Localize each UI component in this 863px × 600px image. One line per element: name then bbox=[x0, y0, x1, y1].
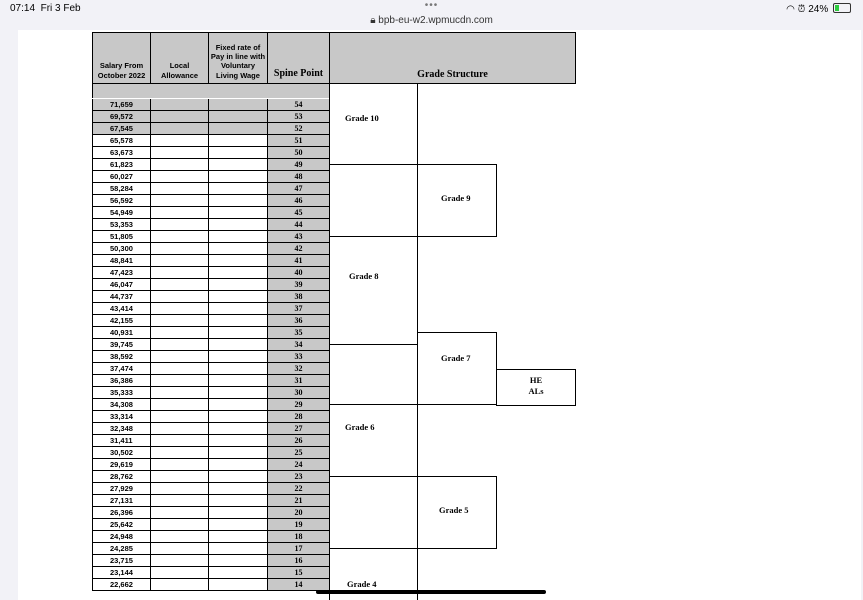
home-indicator[interactable] bbox=[316, 590, 546, 594]
fixed-rate-cell bbox=[208, 471, 268, 483]
fixed-rate-cell bbox=[208, 375, 268, 387]
table-row bbox=[92, 423, 330, 435]
spine-point-cell: 42 bbox=[267, 243, 330, 255]
spine-point-cell: 18 bbox=[267, 531, 330, 543]
url-text: bpb-eu-w2.wpmucdn.com bbox=[378, 15, 493, 26]
salary-cell: 54,949 bbox=[92, 207, 151, 219]
table-row bbox=[92, 255, 330, 267]
salary-cell: 32,348 bbox=[92, 423, 151, 435]
salary-cell: 28,762 bbox=[92, 471, 151, 483]
spine-point-cell: 53 bbox=[267, 111, 330, 123]
fixed-rate-cell bbox=[208, 339, 268, 351]
spine-point-cell: 36 bbox=[267, 315, 330, 327]
local-allowance-cell bbox=[150, 135, 209, 147]
local-allowance-cell bbox=[150, 399, 209, 411]
salary-cell: 24,948 bbox=[92, 531, 151, 543]
table-row bbox=[92, 291, 330, 303]
fixed-rate-cell bbox=[208, 435, 268, 447]
table-row bbox=[92, 171, 330, 183]
fixed-rate-cell bbox=[208, 363, 268, 375]
local-allowance-cell bbox=[150, 231, 209, 243]
salary-cell: 27,131 bbox=[92, 495, 151, 507]
spine-point-cell: 38 bbox=[267, 291, 330, 303]
table-row bbox=[92, 147, 330, 159]
spine-point-cell: 37 bbox=[267, 303, 330, 315]
fixed-rate-cell bbox=[208, 483, 268, 495]
spine-point-cell: 39 bbox=[267, 279, 330, 291]
local-allowance-cell bbox=[150, 387, 209, 399]
local-allowance-cell bbox=[150, 423, 209, 435]
fixed-rate-cell bbox=[208, 399, 268, 411]
salary-cell: 42,155 bbox=[92, 315, 151, 327]
table-row bbox=[92, 351, 330, 363]
spine-point-cell: 19 bbox=[267, 519, 330, 531]
wifi-icon: ◠ bbox=[786, 4, 795, 15]
local-allowance-cell bbox=[150, 183, 209, 195]
grade-10-label: Grade 10 bbox=[345, 113, 379, 123]
table-row bbox=[92, 543, 330, 555]
fixed-rate-cell bbox=[208, 459, 268, 471]
table-row bbox=[92, 483, 330, 495]
spine-point-cell: 52 bbox=[267, 123, 330, 135]
table-row bbox=[92, 459, 330, 471]
spine-point-cell: 17 bbox=[267, 543, 330, 555]
local-allowance-cell bbox=[150, 459, 209, 471]
table-row bbox=[92, 375, 330, 387]
local-allowance-cell bbox=[150, 303, 209, 315]
spine-point-cell: 34 bbox=[267, 339, 330, 351]
fixed-rate-cell bbox=[208, 543, 268, 555]
table-row bbox=[92, 99, 330, 111]
table-row bbox=[92, 123, 330, 135]
fixed-rate-cell bbox=[208, 111, 268, 123]
table-row bbox=[92, 579, 330, 591]
local-allowance-cell bbox=[150, 171, 209, 183]
table-row bbox=[92, 195, 330, 207]
he-label: HE bbox=[529, 375, 543, 385]
local-allowance-cell bbox=[150, 543, 209, 555]
local-allowance-cell bbox=[150, 471, 209, 483]
status-bar bbox=[0, 0, 863, 30]
spine-point-cell: 28 bbox=[267, 411, 330, 423]
local-allowance-cell bbox=[150, 327, 209, 339]
header-grade-structure: Grade Structure bbox=[329, 32, 576, 84]
grade-8-label: Grade 8 bbox=[349, 271, 379, 281]
table-row bbox=[92, 447, 330, 459]
fixed-rate-cell bbox=[208, 279, 268, 291]
table-row bbox=[92, 135, 330, 147]
salary-cell: 63,673 bbox=[92, 147, 151, 159]
salary-cell: 29,619 bbox=[92, 459, 151, 471]
table-row bbox=[92, 303, 330, 315]
table-row bbox=[92, 159, 330, 171]
fixed-rate-cell bbox=[208, 171, 268, 183]
local-allowance-cell bbox=[150, 519, 209, 531]
spine-point-cell: 25 bbox=[267, 447, 330, 459]
local-allowance-cell bbox=[150, 255, 209, 267]
salary-cell: 47,423 bbox=[92, 267, 151, 279]
salary-cell: 48,841 bbox=[92, 255, 151, 267]
table-row bbox=[92, 387, 330, 399]
spine-point-cell: 47 bbox=[267, 183, 330, 195]
local-allowance-cell bbox=[150, 291, 209, 303]
local-allowance-cell bbox=[150, 279, 209, 291]
salary-cell: 60,027 bbox=[92, 171, 151, 183]
spine-point-cell: 22 bbox=[267, 483, 330, 495]
salary-cell: 56,592 bbox=[92, 195, 151, 207]
table-row bbox=[92, 207, 330, 219]
local-allowance-cell bbox=[150, 567, 209, 579]
als-label: ALs bbox=[528, 386, 544, 396]
table-row bbox=[92, 279, 330, 291]
local-allowance-cell bbox=[150, 579, 209, 591]
salary-cell: 31,411 bbox=[92, 435, 151, 447]
date-text: Fri 3 Feb bbox=[40, 3, 81, 14]
table-row bbox=[92, 219, 330, 231]
salary-cell: 37,474 bbox=[92, 363, 151, 375]
spine-point-cell: 30 bbox=[267, 387, 330, 399]
salary-cell: 35,333 bbox=[92, 387, 151, 399]
spine-point-cell: 29 bbox=[267, 399, 330, 411]
fixed-rate-cell bbox=[208, 423, 268, 435]
salary-cell: 53,353 bbox=[92, 219, 151, 231]
spine-point-cell: 14 bbox=[267, 579, 330, 591]
salary-cell: 26,396 bbox=[92, 507, 151, 519]
spine-point-cell: 40 bbox=[267, 267, 330, 279]
local-allowance-cell bbox=[150, 375, 209, 387]
salary-cell: 25,642 bbox=[92, 519, 151, 531]
table-row bbox=[92, 327, 330, 339]
spine-point-cell: 21 bbox=[267, 495, 330, 507]
salary-cell: 51,805 bbox=[92, 231, 151, 243]
fixed-rate-cell bbox=[208, 579, 268, 591]
table-row bbox=[92, 267, 330, 279]
salary-cell: 23,144 bbox=[92, 567, 151, 579]
fixed-rate-cell bbox=[208, 207, 268, 219]
salary-cell: 58,284 bbox=[92, 183, 151, 195]
local-allowance-cell bbox=[150, 207, 209, 219]
fixed-rate-cell bbox=[208, 99, 268, 111]
salary-cell: 50,300 bbox=[92, 243, 151, 255]
local-allowance-cell bbox=[150, 435, 209, 447]
table-row bbox=[92, 363, 330, 375]
spine-point-cell: 51 bbox=[267, 135, 330, 147]
spine-point-cell: 48 bbox=[267, 171, 330, 183]
salary-cell: 69,572 bbox=[92, 111, 151, 123]
lock-icon: 🔒︎ bbox=[370, 15, 376, 26]
salary-cell: 22,662 bbox=[92, 579, 151, 591]
local-allowance-cell bbox=[150, 267, 209, 279]
grade-7-label: Grade 7 bbox=[441, 353, 471, 363]
local-allowance-cell bbox=[150, 411, 209, 423]
fixed-rate-cell bbox=[208, 447, 268, 459]
grade-5-label: Grade 5 bbox=[439, 505, 469, 515]
local-allowance-cell bbox=[150, 315, 209, 327]
spine-point-cell: 27 bbox=[267, 423, 330, 435]
local-allowance-cell bbox=[150, 483, 209, 495]
fixed-rate-cell bbox=[208, 351, 268, 363]
fixed-rate-cell bbox=[208, 531, 268, 543]
fixed-rate-cell bbox=[208, 519, 268, 531]
local-allowance-cell bbox=[150, 147, 209, 159]
table-row bbox=[92, 519, 330, 531]
fixed-rate-cell bbox=[208, 567, 268, 579]
grade-9-label: Grade 9 bbox=[441, 193, 471, 203]
grade-10-box bbox=[329, 83, 418, 165]
salary-cell: 23,715 bbox=[92, 555, 151, 567]
grade-8-box bbox=[329, 236, 418, 345]
fixed-rate-cell bbox=[208, 231, 268, 243]
fixed-rate-cell bbox=[208, 267, 268, 279]
table-row bbox=[92, 183, 330, 195]
fixed-rate-cell bbox=[208, 255, 268, 267]
table-row bbox=[92, 495, 330, 507]
grade-6-label: Grade 6 bbox=[345, 422, 375, 432]
spine-point-cell: 32 bbox=[267, 363, 330, 375]
fixed-rate-cell bbox=[208, 315, 268, 327]
spine-point-cell: 24 bbox=[267, 459, 330, 471]
he-als-box bbox=[496, 369, 576, 406]
header-spacer bbox=[92, 84, 330, 98]
local-allowance-cell bbox=[150, 447, 209, 459]
salary-cell: 44,737 bbox=[92, 291, 151, 303]
local-allowance-cell bbox=[150, 111, 209, 123]
local-allowance-cell bbox=[150, 123, 209, 135]
table-row bbox=[92, 243, 330, 255]
spine-point-cell: 35 bbox=[267, 327, 330, 339]
document-page[interactable] bbox=[18, 30, 861, 600]
local-allowance-cell bbox=[150, 495, 209, 507]
salary-cell: 61,823 bbox=[92, 159, 151, 171]
table-row bbox=[92, 471, 330, 483]
salary-cell: 30,502 bbox=[92, 447, 151, 459]
spine-point-cell: 31 bbox=[267, 375, 330, 387]
battery-icon bbox=[833, 3, 851, 13]
fixed-rate-cell bbox=[208, 147, 268, 159]
table-row bbox=[92, 399, 330, 411]
spine-point-cell: 33 bbox=[267, 351, 330, 363]
local-allowance-cell bbox=[150, 243, 209, 255]
salary-cell: 33,314 bbox=[92, 411, 151, 423]
local-allowance-cell bbox=[150, 363, 209, 375]
salary-cell: 65,578 bbox=[92, 135, 151, 147]
local-allowance-cell bbox=[150, 339, 209, 351]
grade-7-box bbox=[417, 332, 497, 405]
header-local-allowance: Local Allowance bbox=[150, 32, 209, 84]
salary-cell: 27,929 bbox=[92, 483, 151, 495]
table-row bbox=[92, 111, 330, 123]
local-allowance-cell bbox=[150, 507, 209, 519]
table-row bbox=[92, 435, 330, 447]
salary-cell: 39,745 bbox=[92, 339, 151, 351]
table-row bbox=[92, 315, 330, 327]
address-bar[interactable] bbox=[0, 15, 863, 26]
local-allowance-cell bbox=[150, 99, 209, 111]
fixed-rate-cell bbox=[208, 495, 268, 507]
spine-point-cell: 45 bbox=[267, 207, 330, 219]
fixed-rate-cell bbox=[208, 555, 268, 567]
salary-cell: 67,545 bbox=[92, 123, 151, 135]
table-row bbox=[92, 411, 330, 423]
grade-6-box bbox=[329, 404, 418, 477]
fixed-rate-cell bbox=[208, 291, 268, 303]
table-row bbox=[92, 567, 330, 579]
fixed-rate-cell bbox=[208, 387, 268, 399]
salary-cell: 71,659 bbox=[92, 99, 151, 111]
spine-point-cell: 16 bbox=[267, 555, 330, 567]
spine-point-cell: 44 bbox=[267, 219, 330, 231]
salary-cell: 38,592 bbox=[92, 351, 151, 363]
fixed-rate-cell bbox=[208, 135, 268, 147]
fixed-rate-cell bbox=[208, 411, 268, 423]
table-row bbox=[92, 507, 330, 519]
salary-cell: 34,308 bbox=[92, 399, 151, 411]
fixed-rate-cell bbox=[208, 327, 268, 339]
spine-point-cell: 43 bbox=[267, 231, 330, 243]
alarm-icon: ⏰︎ bbox=[797, 4, 806, 15]
local-allowance-cell bbox=[150, 555, 209, 567]
spine-point-cell: 49 bbox=[267, 159, 330, 171]
spine-point-cell: 26 bbox=[267, 435, 330, 447]
spine-point-cell: 41 bbox=[267, 255, 330, 267]
grade-9-box bbox=[417, 164, 497, 237]
spine-point-cell: 46 bbox=[267, 195, 330, 207]
salary-cell: 24,285 bbox=[92, 543, 151, 555]
fixed-rate-cell bbox=[208, 159, 268, 171]
fixed-rate-cell bbox=[208, 219, 268, 231]
spine-point-cell: 50 bbox=[267, 147, 330, 159]
fixed-rate-cell bbox=[208, 507, 268, 519]
fixed-rate-cell bbox=[208, 183, 268, 195]
local-allowance-cell bbox=[150, 159, 209, 171]
pay-grade-table bbox=[18, 30, 861, 600]
fixed-rate-cell bbox=[208, 243, 268, 255]
spine-point-cell: 15 bbox=[267, 567, 330, 579]
grade-5-box bbox=[417, 476, 497, 549]
spine-point-cell: 54 bbox=[267, 99, 330, 111]
local-allowance-cell bbox=[150, 195, 209, 207]
salary-cell: 43,414 bbox=[92, 303, 151, 315]
header-salary: Salary From October 2022 bbox=[92, 32, 151, 84]
battery-percent: 24% bbox=[808, 4, 829, 15]
grade-4-label: Grade 4 bbox=[347, 579, 377, 589]
local-allowance-cell bbox=[150, 351, 209, 363]
table-row bbox=[92, 339, 330, 351]
table-row bbox=[92, 531, 330, 543]
salary-cell: 36,386 bbox=[92, 375, 151, 387]
spine-point-cell: 23 bbox=[267, 471, 330, 483]
table-row bbox=[92, 231, 330, 243]
fixed-rate-cell bbox=[208, 123, 268, 135]
status-right bbox=[786, 3, 851, 15]
spine-point-cell: 20 bbox=[267, 507, 330, 519]
salary-cell: 46,047 bbox=[92, 279, 151, 291]
local-allowance-cell bbox=[150, 219, 209, 231]
fixed-rate-cell bbox=[208, 195, 268, 207]
time-text: 07:14 bbox=[10, 3, 36, 14]
header-spine-point: Spine Point bbox=[267, 32, 330, 84]
local-allowance-cell bbox=[150, 531, 209, 543]
tab-dots[interactable]: ••• bbox=[424, 0, 439, 11]
salary-cell: 40,931 bbox=[92, 327, 151, 339]
fixed-rate-cell bbox=[208, 303, 268, 315]
header-fixed-rate: Fixed rate of Pay in line with Voluntary Living Wage bbox=[208, 32, 268, 84]
table-row bbox=[92, 555, 330, 567]
